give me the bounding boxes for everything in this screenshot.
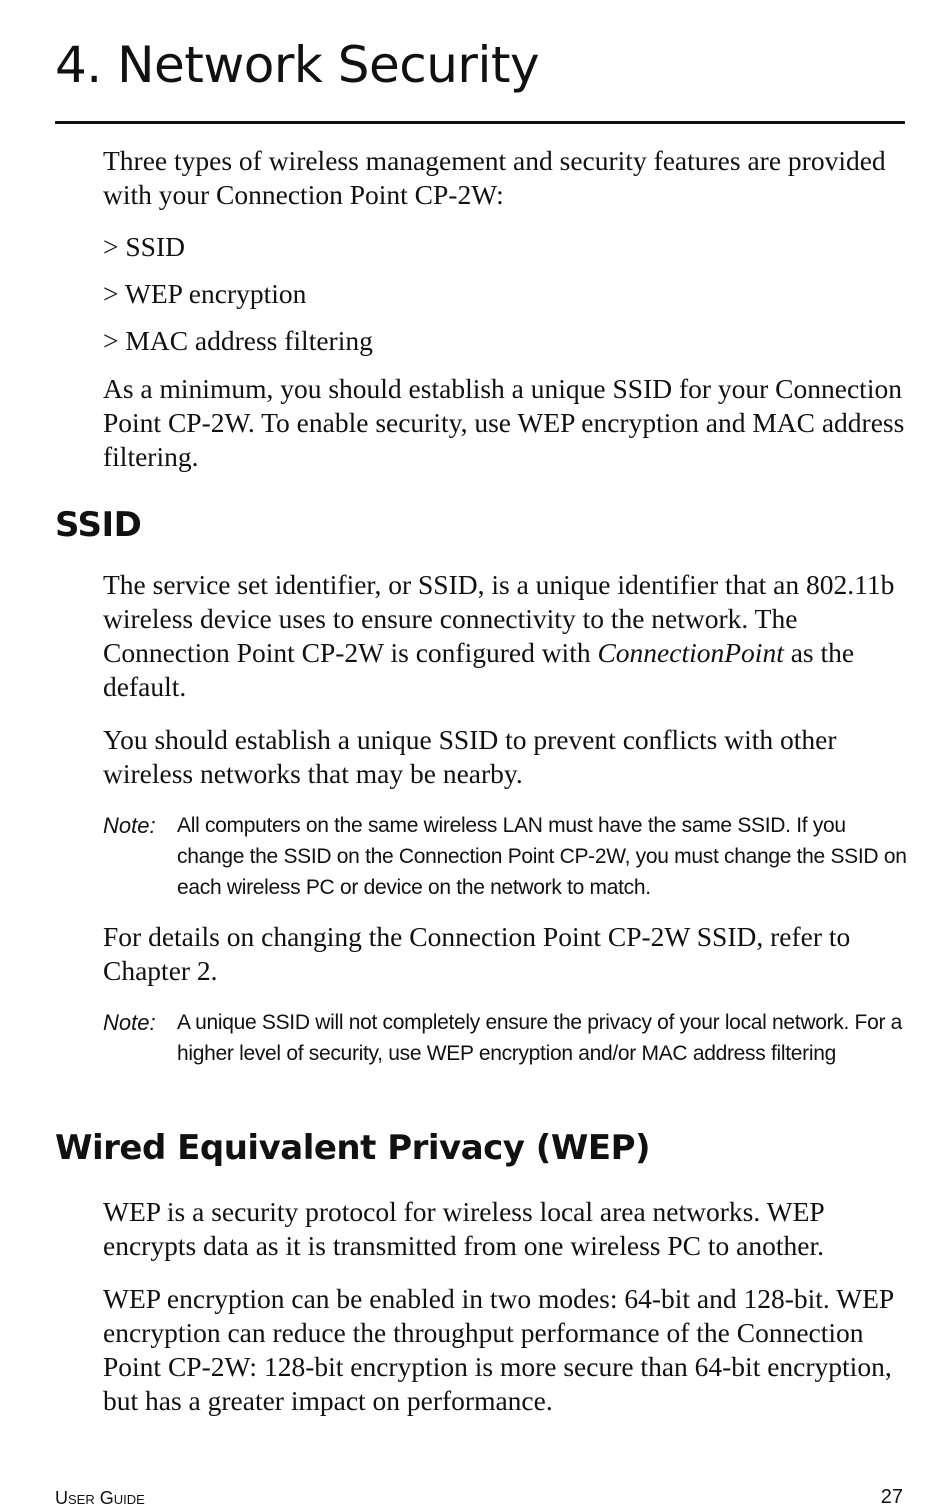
wep-paragraph-1: WEP is a security protocol for wireless local area networks. WEP encrypts data as it is transmitted from one wireless PC to another. xyxy=(103,1196,824,1261)
note-label: Note: xyxy=(103,813,156,838)
ssid-p1-tail: as the default. xyxy=(103,637,855,702)
recommendation-paragraph: As a minimum, you should establish a unique SSID for your Connection Point CP-2W. To enable security, use WEP encryption and MAC address filtering. xyxy=(103,373,905,472)
note-label: Note: xyxy=(103,1010,156,1035)
note-text: A unique SSID will not completely ensure the privacy of your local network. For a higher level of security, use WEP encryption and/or MAC address filtering xyxy=(177,1011,903,1065)
note-text: All computers on the same wireless LAN must have the same SSID. If you change the SSID on the Connection Point CP-2W, you must change the SSID on each wireless PC or device on the network to match. xyxy=(177,814,907,899)
footer-guide-label: User Guide xyxy=(55,1488,145,1508)
ssid-paragraph-1 xyxy=(103,568,913,704)
feature-item-ssid: > SSID xyxy=(103,231,185,262)
wep-heading: Wired Equivalent Privacy (WEP) xyxy=(55,1128,651,1168)
page-number: 27 xyxy=(880,1486,903,1508)
ssid-paragraph-3: For details on changing the Connection Point CP-2W SSID, refer to Chapter 2. xyxy=(103,921,851,986)
feature-item-wep: > WEP encryption xyxy=(103,278,307,309)
title-rule xyxy=(55,121,905,124)
chapter-title: 4. Network Security xyxy=(55,36,540,94)
wep-paragraph-2: WEP encryption can be enabled in two modes: 64-bit and 128-bit. WEP encryption can reduce the throughput performance of the Connection Point CP-2W: 128-bit encryption is more secure than 64-bit encryption, but has a greater impact on performance. xyxy=(103,1283,894,1416)
ssid-paragraph-2: You should establish a unique SSID to prevent conflicts with other wireless networks that may be nearby. xyxy=(103,724,837,789)
ssid-default-name: ConnectionPoint xyxy=(597,637,784,668)
intro-paragraph: Three types of wireless management and security features are provided with your Connection Point CP-2W: xyxy=(103,145,886,210)
ssid-p1-text: The service set identifier, or SSID, is a unique identifier that an 802.11b wireless device uses to ensure connectivity to the network. The Connection Point CP-2W is configured with xyxy=(103,569,895,668)
feature-item-mac: > MAC address filtering xyxy=(103,325,373,356)
ssid-heading: SSID xyxy=(55,505,142,545)
